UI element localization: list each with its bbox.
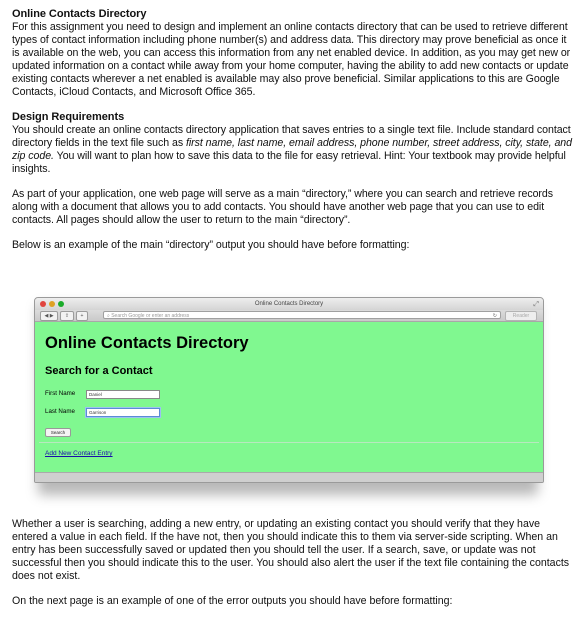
share-icon[interactable]: ⇪ [60, 311, 74, 321]
first-name-input[interactable]: Daniel [86, 390, 160, 399]
page-content [35, 322, 543, 472]
zoom-window-icon[interactable] [58, 301, 64, 307]
req-fields-italic: first name, last name, email address, phone number, street address, city, state, and zip code. [12, 136, 572, 162]
divider [39, 442, 539, 443]
first-name-label: First Name [45, 390, 76, 397]
example-screenshot [34, 297, 542, 493]
requirements-paragraph-3: Below is an example of the main “directory” output you should have before formatting: [12, 239, 410, 252]
browser-toolbar [35, 310, 543, 322]
address-bar[interactable] [103, 311, 501, 319]
page-heading: Online Contacts Directory [45, 334, 249, 352]
document-body-continued [12, 518, 574, 608]
section-heading: Search for a Contact [45, 365, 153, 377]
req-text-b: You will want to plan how to save this data to the file for easy retrieval. Hint: Your textbook may provide helpful insights. [12, 149, 566, 175]
next-page-paragraph: On the next page is an example of one of the error outputs you should have before formatting: [12, 595, 453, 608]
reader-button[interactable]: Reader [505, 311, 537, 321]
last-name-label: Last Name [45, 408, 75, 415]
window-titlebar [35, 298, 543, 310]
reload-icon[interactable]: ↻ [492, 313, 497, 319]
requirements-heading: Design Requirements [12, 110, 125, 123]
address-placeholder: Search Google or enter an address [111, 313, 190, 319]
status-bar [35, 472, 543, 483]
last-name-input[interactable]: Garrison [86, 408, 160, 417]
req-text-a: You should create an online contacts directory application that saves entries to a single text file. Include standard contact directory fields in the text file such as [12, 123, 571, 149]
fullscreen-icon[interactable]: ⤢ [533, 301, 539, 308]
doc-title: Online Contacts Directory [12, 8, 147, 20]
validation-paragraph: Whether a user is searching, adding a new entry, or updating an existing contact you should verify that they have entered a value in each field. If the have not, then you should indicate this to them via server-side scripting. When an entry has been successfully saved or updated then you should tell the user. If a search, save, or update was not successful then you should indicate this to the user. You should also alert the user if the text file containing the contacts does not exist. [12, 518, 570, 582]
search-icon: ⌕ [107, 313, 112, 319]
document-body [12, 8, 574, 252]
intro-paragraph: For this assignment you need to design and implement an online contacts directory that can be used to retrieve different types of contact information including phone number(s) and address data. This directory may prove beneficial as once it is available on the web, you can access this information from any net enabled device. In addition, as you may get new or updated information on a contact while away from your home computer, having the ability to add new contacts or update existing contacts wherever a net enabled is available may also prove beneficial. Similar applications to this are Google Contacts, iCloud Contacts, and Microsoft Office 365. [12, 21, 571, 98]
window-title: Online Contacts Directory [254, 301, 324, 307]
requirements-paragraph-1 [12, 124, 574, 176]
back-forward-buttons[interactable]: ◀ ▶ [40, 311, 58, 321]
add-tab-icon[interactable]: + [76, 311, 88, 321]
minimize-window-icon[interactable] [49, 301, 55, 307]
search-button[interactable]: Search [45, 428, 71, 437]
close-window-icon[interactable] [40, 301, 46, 307]
add-contact-link[interactable]: Add New Contact Entry [45, 450, 113, 457]
requirements-paragraph-2: As part of your application, one web page will serve as a main “directory,” where you can search and retrieve records along with a document that allows you to add contacts. You should have another web page that you can use to edit contacts. All pages should allow the user to return to the main “directory”. [12, 188, 553, 226]
browser-window [34, 297, 544, 483]
